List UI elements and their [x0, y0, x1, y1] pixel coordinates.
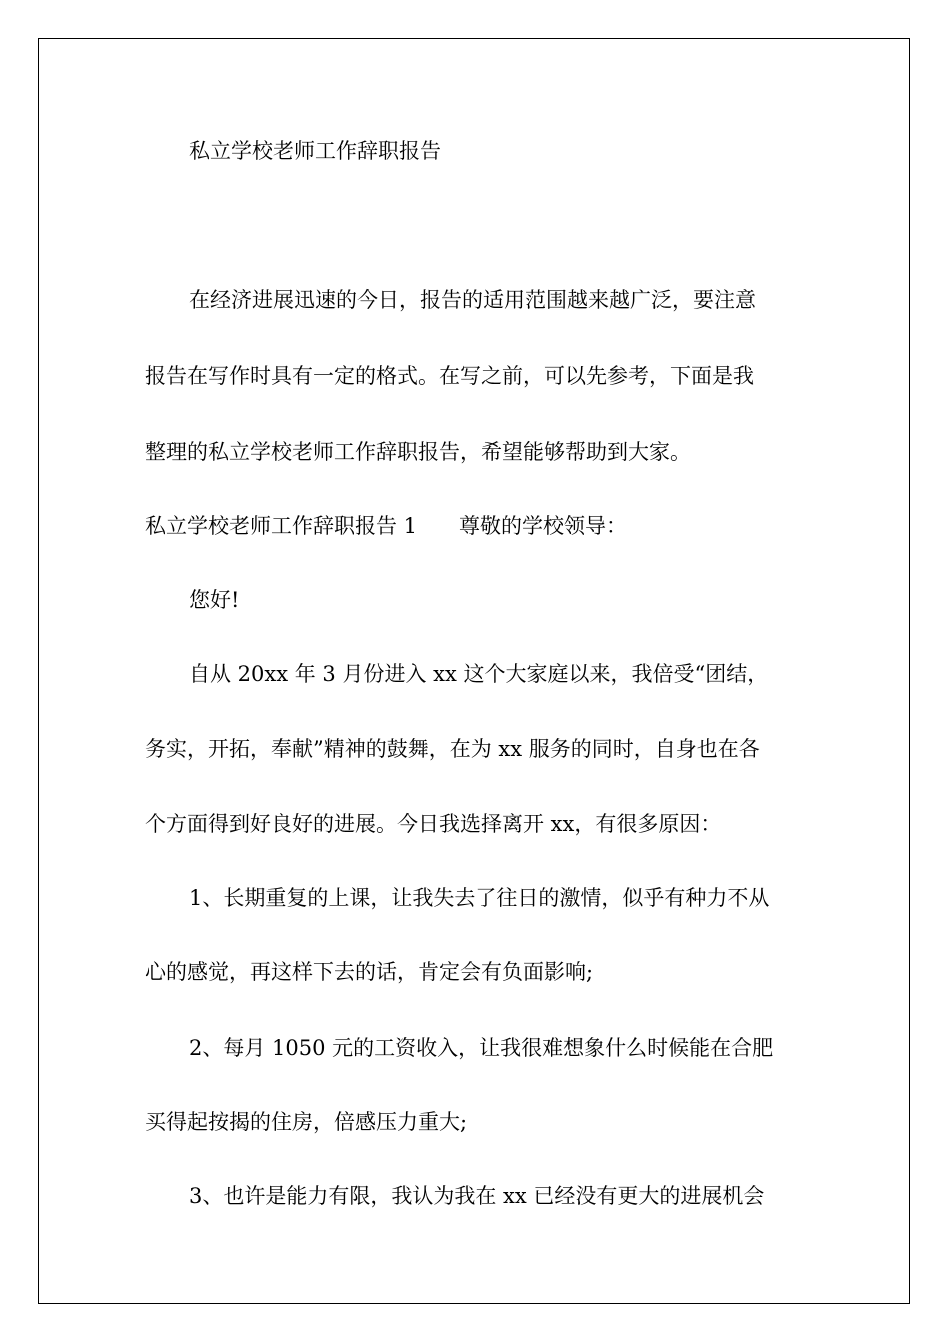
list-item-line: 买得起按揭的住房，倍感压力重大;	[145, 1110, 468, 1134]
document-title: 私立学校老师工作辞职报告	[189, 139, 441, 163]
greeting: 您好!	[189, 588, 240, 612]
list-item-line: 1、长期重复的上课，让我失去了往日的激情，似乎有种力不从	[189, 886, 770, 910]
list-item-line: 3、也许是能力有限，我认为我在 xx 已经没有更大的进展机会	[189, 1184, 765, 1208]
list-item-line: 2、每月 1050 元的工资收入，让我很难想象什么时候能在合肥	[189, 1036, 774, 1060]
paragraph-line: 报告在写作时具有一定的格式。在写之前，可以先参考，下面是我	[145, 364, 754, 388]
paragraph-line: 自从 20xx 年 3 月份进入 xx 这个大家庭以来，我倍受“团结，	[189, 662, 769, 686]
list-item-line: 心的感觉，再这样下去的话，肯定会有负面影响;	[145, 960, 594, 984]
paragraph-line: 整理的私立学校老师工作辞职报告，希望能够帮助到大家。	[145, 440, 691, 464]
paragraph-line: 在经济进展迅速的今日，报告的适用范围越来越广泛，要注意	[189, 288, 756, 312]
paragraph-line: 个方面得到好良好的进展。今日我选择离开 xx，有很多原因：	[145, 812, 722, 836]
section-heading: 私立学校老师工作辞职报告 1 尊敬的学校领导：	[145, 514, 628, 538]
paragraph-line: 务实，开拓，奉献”精神的鼓舞，在为 xx 服务的同时，自身也在各	[145, 737, 760, 761]
